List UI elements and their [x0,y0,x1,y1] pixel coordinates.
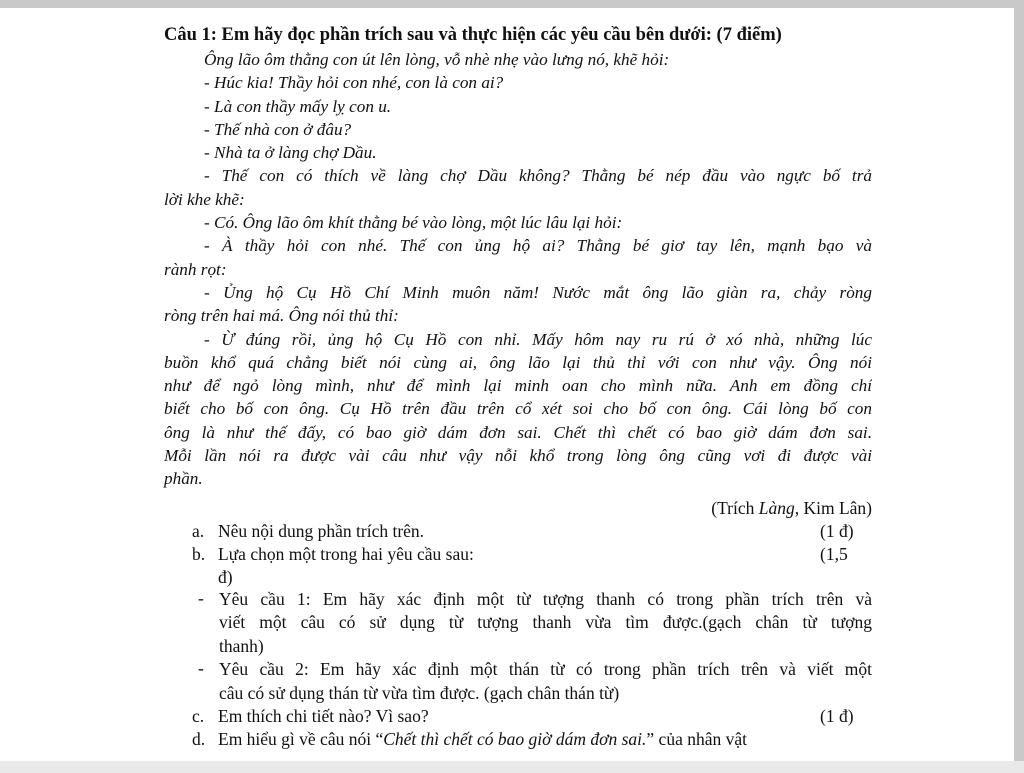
passage-line: - Ủng hộ Cụ Hồ Chí Minh muôn năm! Nước mắt ông lão giàn ra, chảy ròng [204,282,872,302]
passage-line: - Là con thầy mấy lỵ con u. [204,96,392,116]
question-item [164,543,872,566]
question-title: Câu 1: Em hãy đọc phần trích sau và thực hiện các yêu cầu bên dưới: (7 điểm) [164,25,782,45]
passage-line: - Ừ đúng rồi, ủng hộ Cụ Hồ con nhỉ. Mấy hôm nay ru rú ở xó nhà, những lúc [204,329,872,349]
question-text: Nêu nội dung phần trích trên. [218,520,425,541]
passage-line: phần. [164,469,203,489]
passage-line: lời khe khẽ: [164,189,245,209]
passage-line: Mỗi lần nói ra được vài câu như vậy nỗi khổ trong lòng ông cũng vơi đi được vài [164,446,872,466]
document-page [0,8,1014,773]
passage-line: ông là như thế đấy, có bao giờ dám đơn sai. Chết thì chết có bao giờ dám đơn sai. [164,422,872,442]
passage-line: Ông lão ôm thằng con út lên lòng, vỗ nhè nhẹ vào lưng nó, khẽ hỏi: [204,50,670,69]
requirement-line: Yêu cầu 1: Em hãy xác định một từ tượng thanh có trong phần trích trên và [219,588,872,609]
passage [164,48,872,491]
requirement-line: Yêu cầu 2: Em hãy xác định một thán từ có trong phần trích trên và viết một [219,659,872,680]
question-points: (1 đ) [820,520,854,541]
question-label: b. [192,543,206,564]
passage-line: - À thầy hỏi con nhé. Thế con ủng hộ ai? Thằng bé giơ tay lên, mạnh bạo và [204,236,872,256]
passage-line: - Nhà ta ở làng chợ Dầu. [204,143,377,163]
question-points: (1,5 [820,543,848,564]
question-c: c. Em thích chi tiết nào? Vì sao? (1 đ) [192,706,854,727]
requirement-item [164,588,872,659]
requirement-bullet: - [198,658,204,679]
question-d: d. Em hiểu gì về câu nói “Chết thì chết có bao giờ dám đơn sai.” của nhân vật [192,729,747,750]
requirement-item [164,658,872,705]
viewer-bottom-bar [0,761,1024,773]
passage-line: ròng trên hai má. Ông nói thủ thỉ: [164,306,399,326]
passage-line: - Thế con có thích về làng chợ Dầu không? Thằng bé nép đầu vào ngực bố trả [204,166,872,186]
passage-line: - Húc kia! Thầy hỏi con nhé, con là con ai? [204,73,504,93]
question-item [164,520,872,543]
requirement-list [164,588,872,706]
requirement-line: viết một câu có sử dụng từ tượng thanh vừa tìm được.(gạch chân từ tượng [219,612,872,633]
passage-line: biết cho bố con ông. Cụ Hồ trên đầu trên cổ xét soi cho bố con ông. Cái lòng bố con [164,399,872,419]
requirement-line: câu có sử dụng thán từ vừa tìm được. (gạch chân thán từ) [219,682,620,703]
question-text: Lựa chọn một trong hai yêu cầu sau: [218,543,474,564]
question-list [164,520,872,566]
requirement-line: thanh) [219,635,264,656]
source-citation: (Trích Làng, Kim Lân) [711,497,872,518]
points-wrap-line: đ) [218,566,233,587]
passage-line: như để ngỏ lòng mình, như để mình lại minh oan cho mình nữa. Anh em đồng chí [164,376,872,396]
document-content [164,22,872,751]
requirement-bullet: - [198,587,204,608]
passage-line: - Thế nhà con ở đâu? [204,119,352,139]
passage-line: buồn khổ quá chẳng biết nói cùng ai, ông lão lại thủ thỉ với con như vậy. Ông nói [164,352,872,372]
passage-line: - Có. Ông lão ôm khít thằng bé vào lòng, một lúc lâu lại hỏi: [204,213,623,233]
question-label: a. [192,520,205,541]
passage-line: rành rọt: [164,259,227,279]
